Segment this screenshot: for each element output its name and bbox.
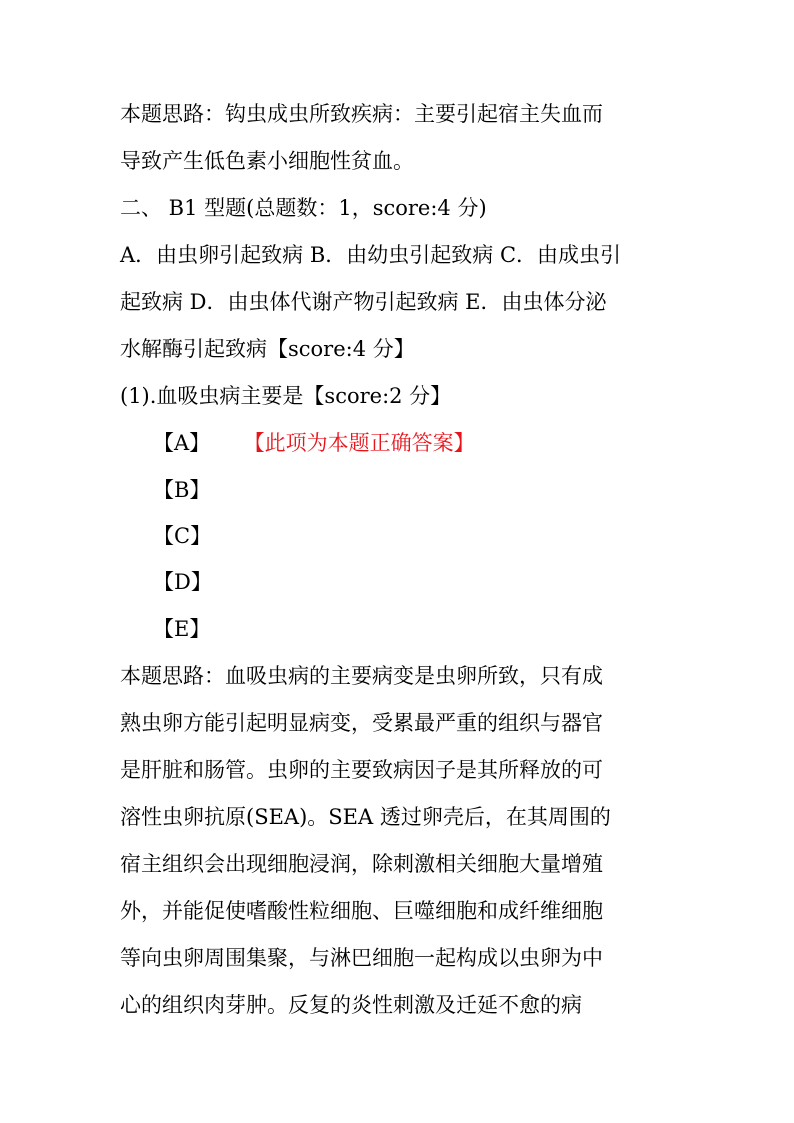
explanation-line-2: 熟虫卵方能引起明显病变，受累最严重的组织与器官 [120, 711, 603, 735]
option-c: 【C】 [153, 524, 212, 548]
correct-answer-marker: 【此项为本题正确答案】 [254, 431, 475, 455]
explanation-line-3: 是肝脏和肠管。虫卵的主要致病因子是其所释放的可 [120, 758, 603, 782]
explanation-line-4: 溶性虫卵抗原(SEA)。SEA 透过卵壳后，在其周围的 [120, 805, 611, 829]
option-d: 【D】 [153, 570, 212, 594]
option-b: 【B】 [153, 478, 211, 502]
question-stem-line-3: 水解酶引起致病【score:4 分】 [120, 337, 415, 361]
prev-explanation-line-2: 导致产生低色素小细胞性贫血。 [120, 149, 414, 173]
section-heading: 二、 B1 型题(总题数：1，score:4 分) [120, 196, 487, 220]
option-a [153, 431, 475, 455]
explanation-line-6: 外，并能促使嗜酸性粒细胞、巨噬细胞和成纤维细胞 [120, 899, 603, 923]
explanation-line-7: 等向虫卵周围集聚，与淋巴细胞一起构成以虫卵为中 [120, 946, 603, 970]
explanation-line-8: 心的组织肉芽肿。反复的炎性刺激及迁延不愈的病 [120, 993, 582, 1017]
option-a-label: 【A】 [153, 431, 211, 455]
question-text: (1).血吸虫病主要是【score:2 分】 [120, 384, 452, 408]
explanation-line-1: 本题思路：血吸虫病的主要病变是虫卵所致，只有成 [120, 664, 603, 688]
question-stem-line-1: A．由虫卵引起致病 B．由幼虫引起致病 C．由成虫引 [120, 243, 622, 267]
prev-explanation-line-1: 本题思路：钩虫成虫所致疾病：主要引起宿主失血而 [120, 102, 603, 126]
option-e: 【E】 [153, 617, 211, 641]
question-stem-line-2: 起致病 D．由虫体代谢产物引起致病 E．由虫体分泌 [120, 290, 607, 314]
explanation-line-5: 宿主组织会出现细胞浸润，除刺激相关细胞大量增殖 [120, 852, 603, 876]
